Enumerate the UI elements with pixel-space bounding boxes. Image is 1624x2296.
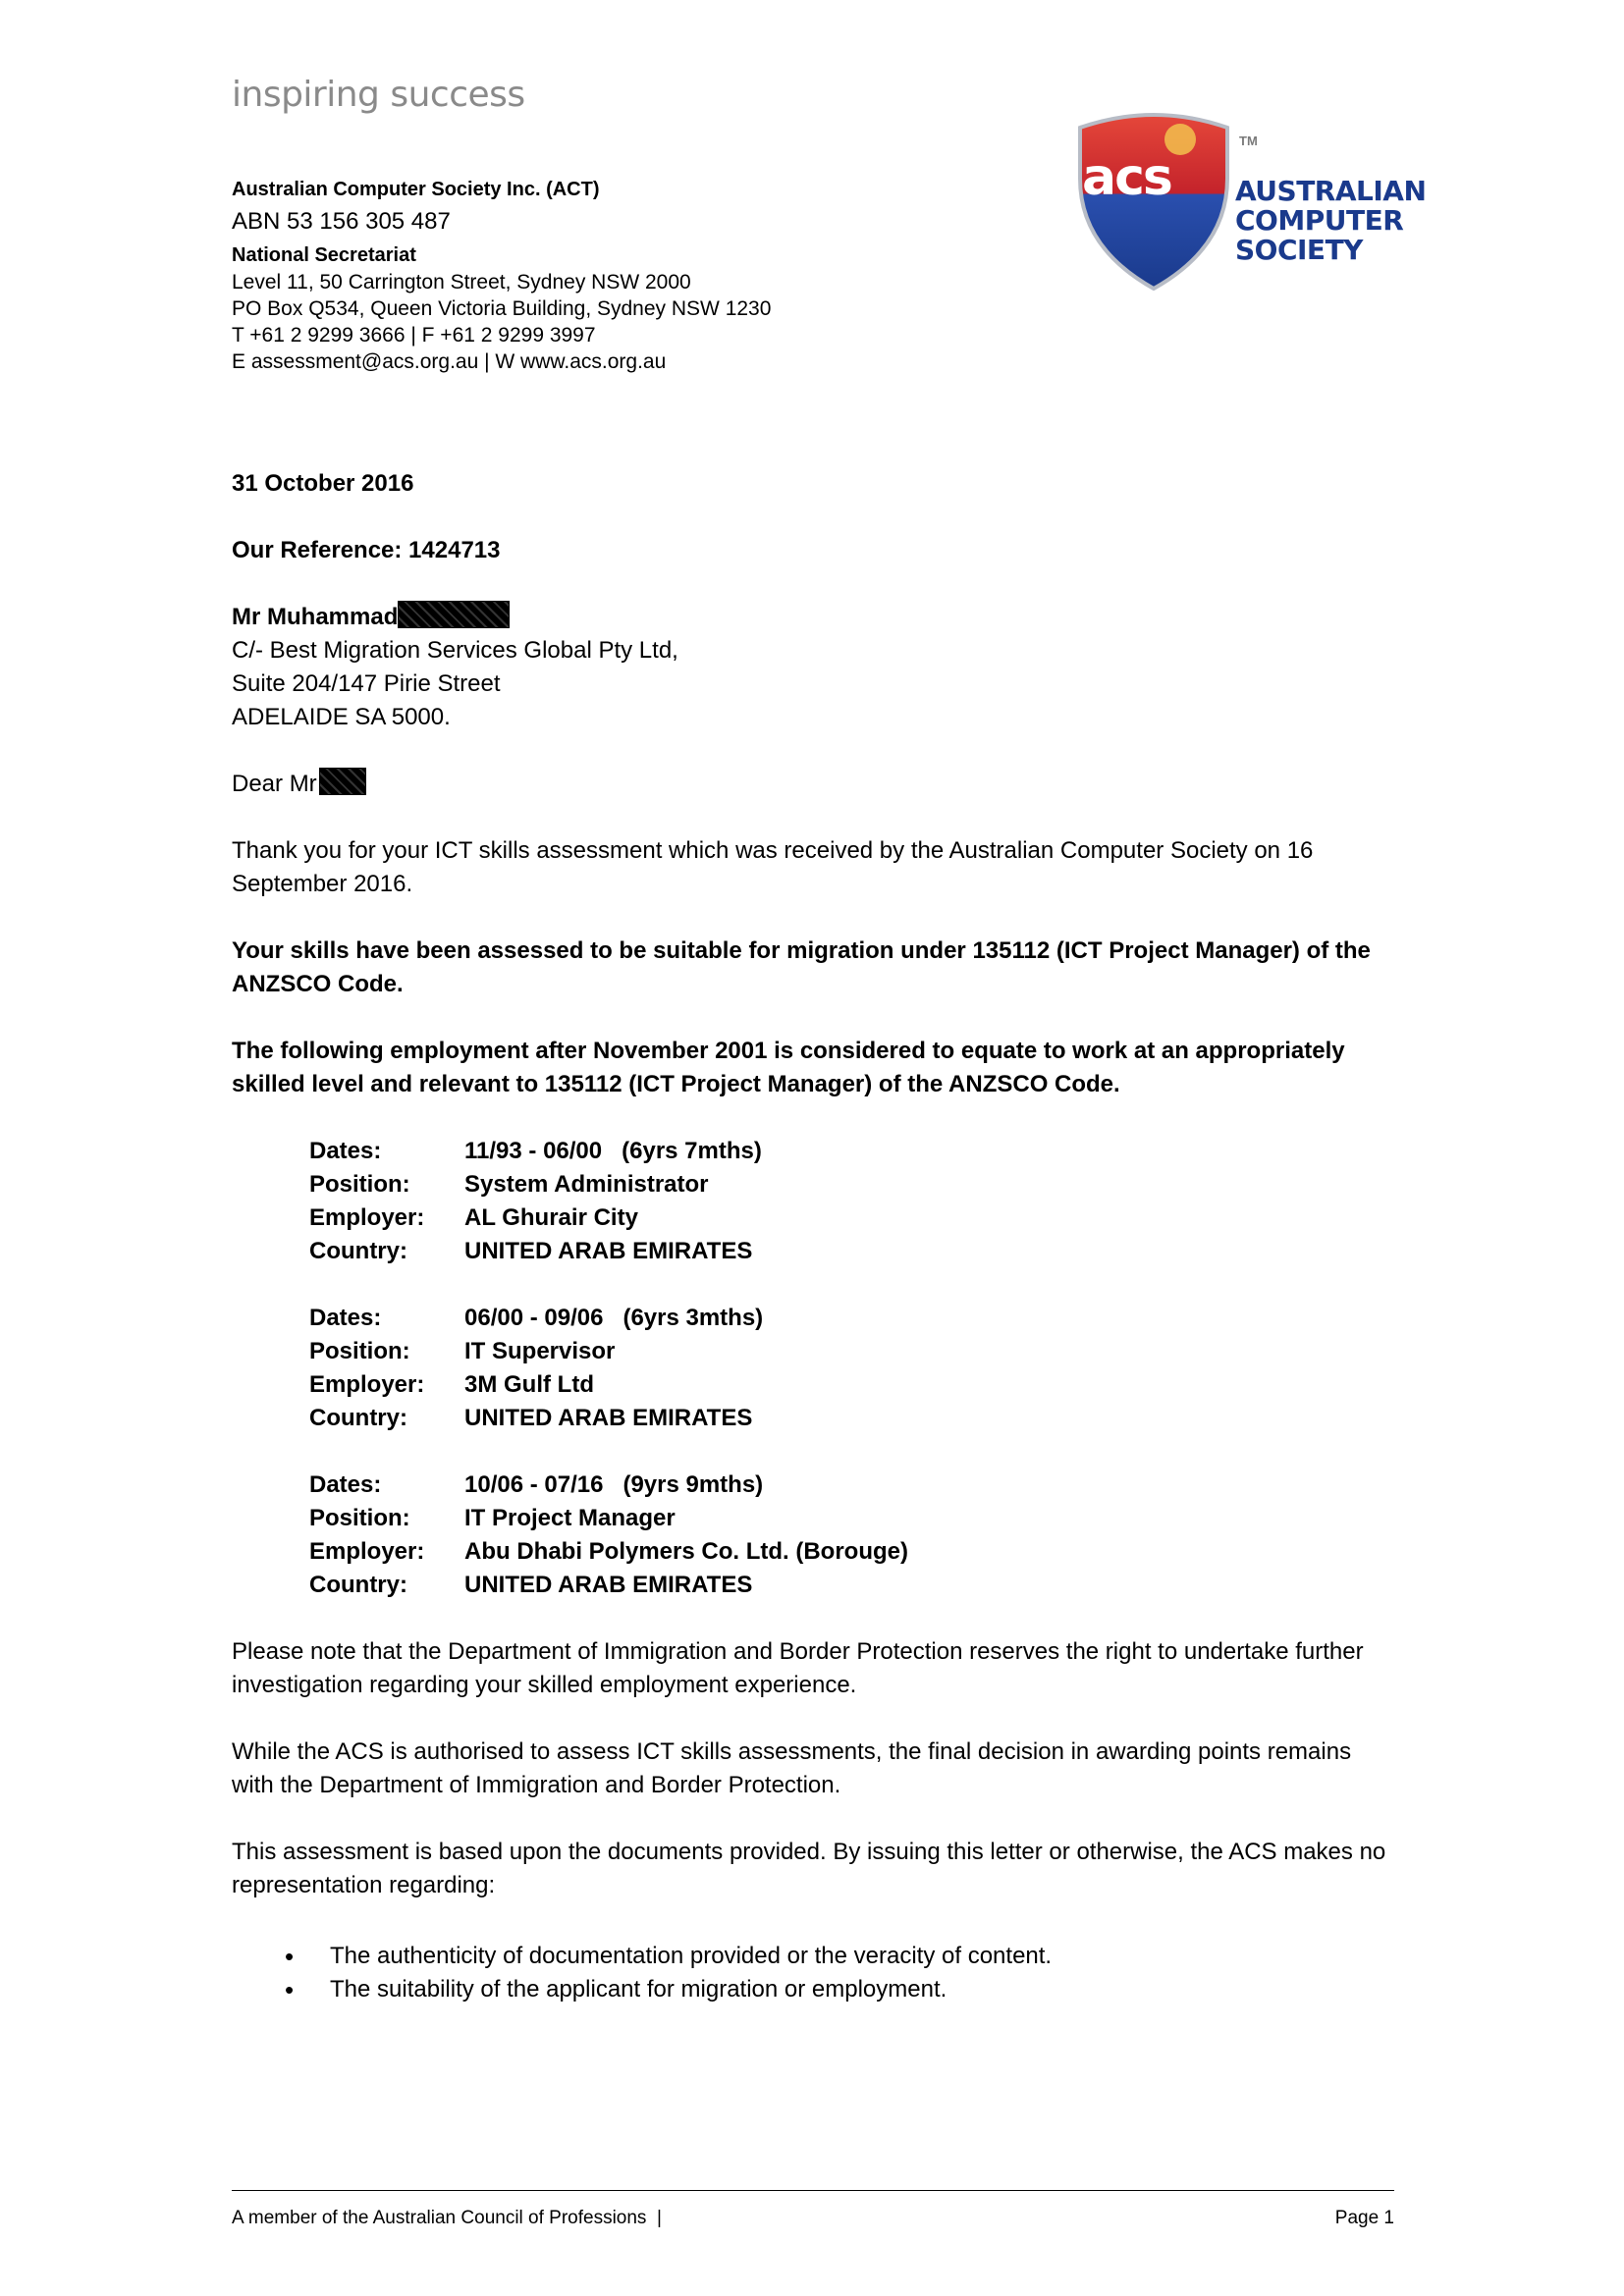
trademark-symbol: TM — [1239, 133, 1258, 148]
acs-logo — [1070, 110, 1427, 296]
points-decision-paragraph: While the ACS is authorised to assess ICT skills assessments, the final decision in awarding points remains with the Department of Immigration and Border Protection. — [232, 1738, 1352, 1798]
list-item: • The suitability of the applicant for migration or employment. — [330, 1973, 1390, 2006]
recipient-address-2: Suite 204/147 Pirie Street — [232, 670, 501, 697]
email-line: E assessment@acs.org.au | W www.acs.org.au — [232, 350, 667, 373]
employment-entry — [309, 1468, 1390, 1602]
acs-mark-text: acs — [1082, 148, 1171, 207]
dates-label: Dates: — [309, 1305, 382, 1331]
page-number: Page 1 — [1334, 2208, 1394, 2228]
address-line-1: Level 11, 50 Carrington Street, Sydney NSW 2000 — [232, 271, 691, 294]
position-label: Position: — [309, 1338, 410, 1364]
secretariat-heading: National Secretariat — [232, 244, 416, 266]
redacted-salutation-name — [319, 768, 366, 795]
country-label: Country: — [309, 1405, 407, 1431]
footer-divider — [232, 2190, 1394, 2191]
employment-dates: 11/93 - 06/00 (6yrs 7mths) — [464, 1138, 762, 1164]
address-line-2: PO Box Q534, Queen Victoria Building, Sydney NSW 1230 — [232, 297, 772, 320]
logo-line-australian: AUSTRALIAN — [1235, 175, 1427, 207]
employment-employer: AL Ghurair City — [464, 1204, 638, 1231]
employment-dates: 06/00 - 09/06 (6yrs 3mths) — [464, 1305, 764, 1331]
employment-position: System Administrator — [464, 1171, 709, 1198]
letter-date: 31 October 2016 — [232, 470, 414, 497]
footer-membership: A member of the Australian Council of Professions | — [232, 2208, 662, 2228]
employer-label: Employer: — [309, 1538, 425, 1565]
logo-line-society: SOCIETY — [1235, 234, 1363, 266]
logo-wordmark — [1235, 177, 1426, 265]
immigration-note-paragraph: Please note that the Department of Immigration and Border Protection reserves the right to undertake further investigation regarding your skilled employment experience. — [232, 1638, 1364, 1698]
country-label: Country: — [309, 1572, 407, 1598]
salutation-line — [232, 768, 1390, 801]
employer-label: Employer: — [309, 1204, 425, 1231]
letter-body — [232, 467, 1390, 2006]
salutation: Dear Mr — [232, 771, 317, 797]
abn: ABN 53 156 305 487 — [232, 208, 451, 235]
recipient-name-line — [232, 601, 1390, 634]
country-label: Country: — [309, 1238, 407, 1264]
tagline: inspiring success — [232, 75, 525, 115]
position-label: Position: — [309, 1171, 410, 1198]
recipient-address-3: ADELAIDE SA 5000. — [232, 704, 451, 730]
employment-entry — [309, 1135, 1390, 1268]
assessment-result-paragraph: Your skills have been assessed to be suitable for migration under 135112 (ICT Project Manager) of the ANZSCO Code. — [232, 937, 1371, 997]
employment-list — [309, 1135, 1390, 1602]
representation-paragraph: This assessment is based upon the documents provided. By issuing this letter or otherwise, the ACS makes no representation regarding: — [232, 1839, 1386, 1898]
employment-employer: 3M Gulf Ltd — [464, 1371, 594, 1398]
position-label: Position: — [309, 1505, 410, 1531]
logo-line-computer: COMPUTER — [1235, 204, 1404, 237]
employment-country: UNITED ARAB EMIRATES — [464, 1572, 753, 1598]
intro-paragraph: Thank you for your ICT skills assessment which was received by the Australian Computer Society on 16 September 2016. — [232, 837, 1314, 897]
employer-label: Employer: — [309, 1371, 425, 1398]
employment-entry — [309, 1302, 1390, 1435]
employment-country: UNITED ARAB EMIRATES — [464, 1405, 753, 1431]
employment-country: UNITED ARAB EMIRATES — [464, 1238, 753, 1264]
employment-intro-paragraph: The following employment after November 2001 is considered to equate to work at an appropriately skilled level and relevant to 135112 (ICT Project Manager) of the ANZSCO Code. — [232, 1038, 1345, 1097]
employment-position: IT Supervisor — [464, 1338, 616, 1364]
dates-label: Dates: — [309, 1138, 382, 1164]
employment-dates: 10/06 - 07/16 (9yrs 9mths) — [464, 1471, 764, 1498]
dates-label: Dates: — [309, 1471, 382, 1498]
recipient-address-1: C/- Best Migration Services Global Pty Ltd, — [232, 637, 678, 664]
redacted-surname — [398, 601, 510, 628]
acs-shield-icon — [1070, 110, 1237, 296]
phone-line: T +61 2 9299 3666 | F +61 2 9299 3997 — [232, 324, 596, 347]
disclaimer-list — [232, 1940, 1390, 2006]
recipient-name: Mr Muhammad — [232, 604, 399, 630]
employment-employer: Abu Dhabi Polymers Co. Ltd. (Borouge) — [464, 1538, 909, 1565]
reference-number: Our Reference: 1424713 — [232, 537, 501, 563]
employment-position: IT Project Manager — [464, 1505, 676, 1531]
list-item: • The authenticity of documentation provided or the veracity of content. — [330, 1940, 1390, 1973]
org-name: Australian Computer Society Inc. (ACT) — [232, 179, 600, 200]
letterhead — [232, 177, 771, 375]
